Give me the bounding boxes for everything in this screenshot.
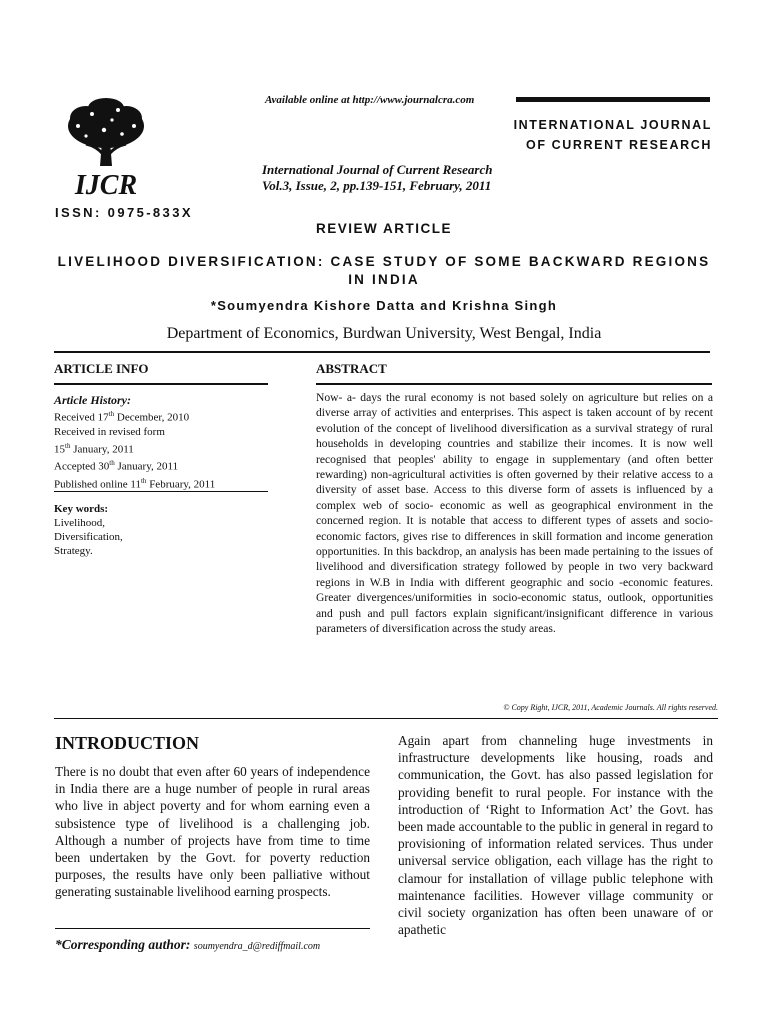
journal-title (500, 115, 712, 155)
copyright: © Copy Right, IJCR, 2011, Academic Journals. All rights reserved. (503, 703, 718, 712)
journal-title-line2: OF CURRENT RESEARCH (526, 138, 712, 152)
corresponding-author (55, 937, 320, 953)
affiliation: Department of Economics, Burdwan University, West Bengal, India (166, 325, 602, 342)
article-info-heading: ARTICLE INFO (54, 361, 149, 376)
introduction-heading: INTRODUCTION (55, 733, 200, 753)
logo-letters: IJCR (74, 170, 138, 198)
header-rule (516, 97, 710, 102)
keywords-rule (54, 491, 268, 492)
paper-title: LIVELIHOOD DIVERSIFICATION: CASE STUDY OF SOME BACKWARD REGIONS IN INDIA (57, 254, 711, 287)
corresponding-label: *Corresponding author: (55, 937, 191, 952)
footnote-rule (55, 928, 370, 929)
journal-citation (262, 162, 492, 194)
revised-label: Received in revised form (54, 425, 165, 438)
journal-title-line1: INTERNATIONAL JOURNAL (513, 118, 712, 132)
corresponding-email: soumyendra_d@rediffmail.com (193, 941, 321, 952)
keyword-item: Diversification, (54, 531, 123, 543)
keywords (54, 502, 264, 558)
keyword-item: Livelihood, (54, 517, 106, 529)
article-history-label: Article History: (54, 393, 131, 407)
article-info-rule (54, 383, 268, 385)
keywords-label: Key words: (54, 503, 109, 515)
abstract-text: Now- a- days the rural economy is not based solely on agriculture but relies on a diverse array of activities and enterprises. This aspect is taken account of by recent evolution of the concept of livelihood diversification as a survival strategy of rural households in developing countries and stabilize their incomes. It is now well recognised that peoples' ability to engage in supplementary (and often better rewarding) non-agricultural activities is often governed by their relative access to a diversity of asset base. Access to this diverse form of assets is influenced by a complex web of socio- economic as well as geographical environment in the concerned region. It is notable that access to different types of assets and socio-economic factors, gives rise to differences in skill formation and income generation opportunities. In this backdrop, an analysis has been made pertaining to the issues of livelihood and diversification strategy followed by people in two very backward regions in W.B in India with different geographic and socio -economic features. Greater divergences/uniformities in socio-economic status, outlook, opportunities and push and pull factors explain significant/insignificant difference in various parameters of diversification across the study areas. (316, 391, 713, 636)
volume-info: Vol.3, Issue, 2, pp.139-151, February, 2011 (262, 178, 492, 193)
accepted-date: Accepted 30th January, 2011 (54, 459, 179, 473)
received-date: Received 17th December, 2010 (54, 410, 190, 424)
published-date: Published online 11th February, 2011 (54, 476, 216, 491)
issn: ISSN: 0975-833X (55, 205, 193, 220)
abstract-rule (316, 383, 712, 385)
revised-date: 15th January, 2011 (54, 441, 134, 456)
introduction-paragraph: There is no doubt that even after 60 years of independence in India there are a huge number of people in rural areas who live in abject poverty and for whom earning even a subsistence type of livelihood is a challenging job. Although a number of projects have from time to time been undertaken by the Govt. for poverty reduction purposes, the results have only been palliative without generating sustainable livelihood earning prospects. (55, 764, 370, 900)
journal-name: International Journal of Current Research (262, 162, 493, 177)
article-history (54, 393, 274, 492)
abstract-heading: ABSTRACT (316, 361, 387, 376)
header-divider (54, 351, 710, 353)
available-online-note: Available online at http://www.journalcra.com (265, 94, 475, 106)
keyword-item: Strategy. (54, 545, 93, 557)
authors: *Soumyendra Kishore Datta and Krishna Singh (210, 298, 558, 313)
right-column-paragraph: Again apart from channeling huge investments in infrastructure developments like housing, roads and communication, the Govt. has also passed legislation for providing benefit to rural people. For instance with the introduction of ‘Right to Information Act’ the Govt. has been made accountable to the public in general in regard to provisioning of information related services. Thus under universal service obligation, each village has the right to clamour for installation of village public telephone with maintenance facilities. However village community or civil society organization has often been unaware of or apathetic (398, 733, 713, 938)
journal-logo-tree-icon (56, 96, 156, 198)
abstract-bottom-rule (54, 718, 718, 719)
article-type: REVIEW ARTICLE (315, 221, 452, 236)
